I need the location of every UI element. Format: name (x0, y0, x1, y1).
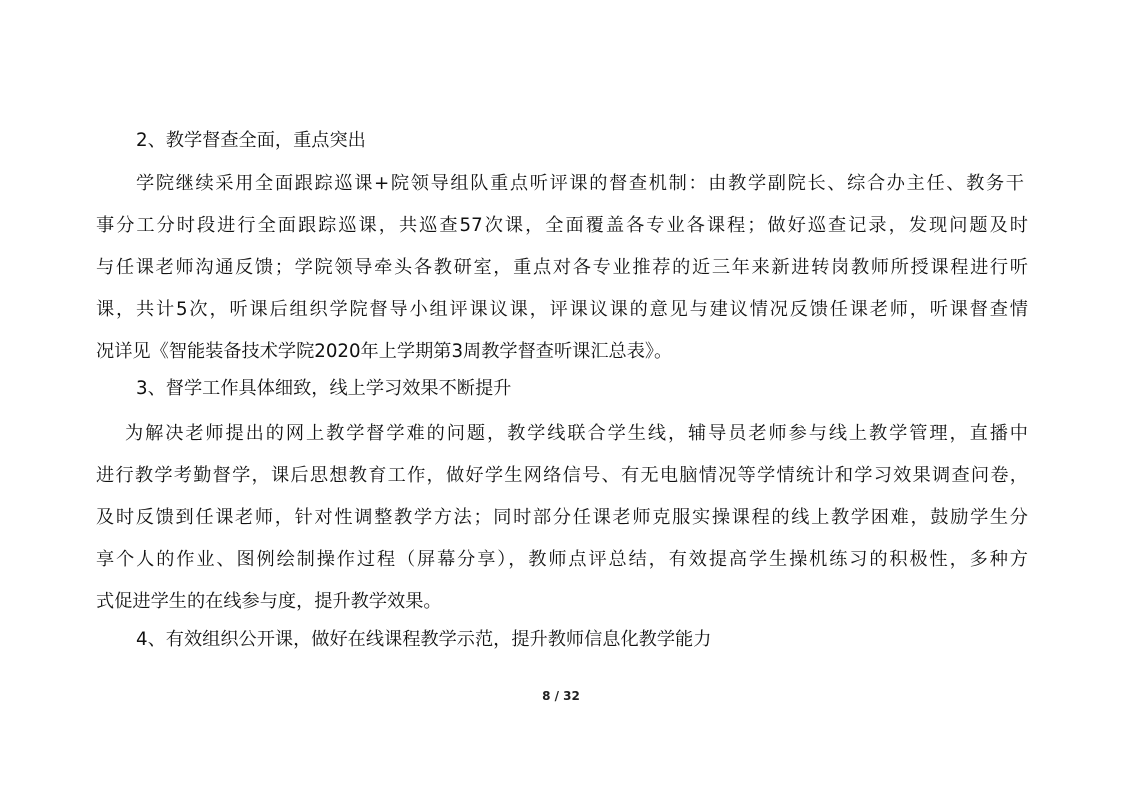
heading-section-2: 2、教学督查全面，重点突出 (136, 130, 366, 151)
paragraph-line: 与任课老师沟通反馈；学院领导牵头各教研室，重点对各专业推荐的近三年来新进转岗教师所授课程进行听 (96, 257, 1028, 278)
paragraph-line: 式促进学生的在线参与度，提升教学效果。 (96, 591, 442, 612)
heading-section-4: 4、有效组织公开课，做好在线课程教学示范，提升教师信息化教学能力 (136, 629, 712, 650)
paragraph-line: 及时反馈到任课老师，针对性调整教学方法；同时部分任课老师克服实操课程的线上教学困难，鼓励学生分 (96, 507, 1028, 528)
paragraph-line: 学院继续采用全面跟踪巡课+院领导组队重点听评课的督查机制：由教学副院长、综合办主任、教务干 (136, 173, 1024, 194)
heading-section-3: 3、督学工作具体细致，线上学习效果不断提升 (136, 378, 512, 399)
paragraph-line: 享个人的作业、图例绘制操作过程（屏幕分享），教师点评总结，有效提高学生操机练习的积极性，多种方 (96, 549, 1028, 570)
paragraph-line: 进行教学考勤督学，课后思想教育工作，做好学生网络信号、有无电脑情况等学情统计和学习效果调查问卷， (96, 465, 1028, 486)
paragraph-line: 课，共计5次，听课后组织学院督导小组评课议课，评课议课的意见与建议情况反馈任课老师，听课督查情 (96, 299, 1028, 320)
page-number: 8 / 32 (542, 689, 580, 703)
paragraph-line: 事分工分时段进行全面跟踪巡课，共巡查57次课，全面覆盖各专业各课程；做好巡查记录，发现问题及时 (96, 215, 1028, 236)
paragraph-line: 为解决老师提出的网上教学督学难的问题，教学线联合学生线，辅导员老师参与线上教学管理，直播中 (125, 423, 1028, 444)
paragraph-line: 况详见《智能装备技术学院2020年上学期第3周教学督查听课汇总表》。 (96, 341, 673, 362)
